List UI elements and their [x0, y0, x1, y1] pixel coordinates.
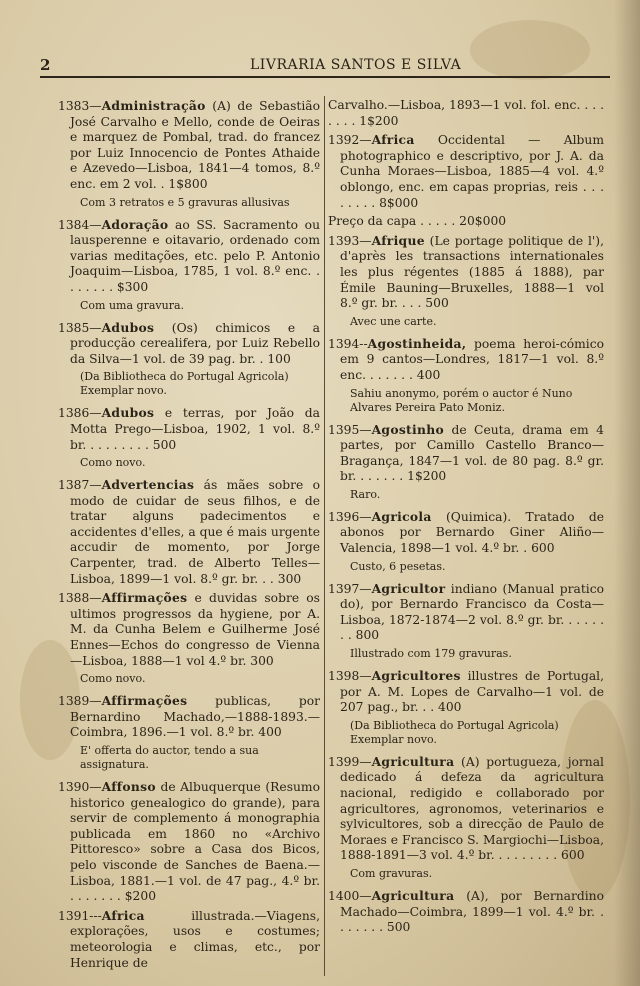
header-rule	[40, 76, 610, 78]
entry-number: 1383—	[58, 99, 102, 113]
catalog-entry-1394	[328, 336, 604, 384]
entry-number: 1395—	[328, 422, 372, 437]
entry-number: 1394--	[328, 336, 368, 351]
entry-text: publicas, por Bernardino Machado,—1888-1893.—Coimbra, 1896.—1 vol. 8.º br. 400	[70, 694, 320, 740]
entry-text: (Le portage politique de l'), d'après les transactions internationales les plus régentes (1885 á 1888), par Émile Bauning—Bruxelles, 1888—1 vol 8.º gr. br. . . . 500	[340, 233, 604, 311]
entry-headword: Africa	[101, 907, 145, 923]
entry-number: 1387—	[58, 478, 102, 493]
catalog-entry-1383	[58, 98, 320, 193]
entry-text: indiano (Manual pratico do), por Bernardo Francisco da Costa—Lisboa, 1872-1874—2 vol. 8.º gr. br. . . . . . . . 800	[340, 581, 604, 643]
catalog-entry-1396	[328, 509, 604, 557]
entry-note: Como novo.	[80, 456, 146, 470]
entry-headword: Agostinho	[371, 421, 444, 437]
entry-text: (A) de Sebastião José Carvalho e Mello, conde de Oeiras e marquez de Pombal, trad. do francez por Luiz Innocencio de Pontes Athaide e Azevedo—Lisboa, 1841—4 tomos, 8.º enc. em 2 vol. . 1$800	[70, 99, 320, 191]
entry-headword: Administração	[101, 98, 206, 113]
entry-text: (Quimica). Tratado de abonos por Bernardo Giner Aliño—Valencia, 1898—1 vol. 4.º br. . 600	[340, 509, 604, 556]
catalog-entry-1386	[58, 405, 320, 453]
entry-headword: Agricola	[371, 508, 432, 524]
catalog-entry-1385	[58, 320, 320, 368]
entry-note: Avec une carte.	[350, 314, 437, 328]
catalog-entry-1398	[328, 668, 604, 716]
entry-note: Como novo.	[80, 672, 146, 686]
entry-number: 1388—	[58, 591, 102, 606]
entry-headword: Agricultura	[371, 887, 455, 903]
entry-headword: Agricultura	[371, 753, 455, 769]
entry-headword: Affirmações	[101, 693, 188, 709]
entry-headword: Agricultores	[371, 668, 461, 684]
catalog-entry-1388	[58, 590, 320, 669]
entry-text: e duvidas sobre os ultimos progressos da hygiene, por A. M. da Cunha Belem e Guilherme José Ennes—Echos do congresso de Vienna—Lisboa, 1888—1 vol 4.º br. 300	[70, 591, 320, 668]
entry-number: 1400—	[328, 888, 372, 903]
page-header	[40, 56, 600, 76]
entry-number: 1390—	[58, 780, 102, 794]
entry-headword: Adoração	[101, 216, 169, 232]
catalog-entry-1389	[58, 693, 320, 741]
running-title: LIVRARIA SANTOS E SILVA	[250, 57, 462, 73]
catalog-entry-1384	[58, 217, 320, 296]
entry-text: (A) portugueza, jornal dedicado á defeza da agricultura nacional, redigido e collaborado por agricultores, agronomos, veterinarios e sylvicultores, sob a direcção de Paulo de Moraes e Francisco S. Margiochi—Lisboa, 1888-1891—3 vol. 4.º br. . . . . . . . . 600	[340, 754, 604, 863]
entry-text: ao SS. Sacramento ou lausperenne e oitavario, ordenado com varias meditações, etc. pelo P. Antonio Joaquim—Lisboa, 1785, 1 vol. 8.º enc. . . . . . . . $300	[70, 217, 320, 294]
catalog-entry-1399	[328, 754, 604, 864]
entry-number: 1396—	[328, 509, 372, 524]
entry-headword: Agostinheida,	[367, 335, 467, 351]
entry-number: 1398—	[328, 669, 372, 684]
entry-text: illustres de Portugal, por A. M. Lopes de Carvalho—1 vol. de 207 pag., br. . . 400	[340, 669, 604, 715]
entry-continuation: Carvalho.—Lisboa, 1893—1 vol. fol. enc. . . . . . . . 1$200	[328, 98, 604, 128]
entry-text: poema heroi-cómico em 9 cantos—Londres, 1817—1 vol. 8.º enc. . . . . . . 400	[340, 336, 604, 382]
entry-text: illustrada.—Viagens, explorações, usos e costumes; meteorologia e climas, etc., por Henrique de	[70, 908, 320, 970]
entry-text: e terras, por João da Motta Prego—Lisboa, 1902, 1 vol. 8.º br. . . . . . . . . 500	[70, 406, 320, 452]
entry-headword: Africa	[371, 132, 415, 148]
entry-headword: Affonso	[101, 779, 156, 794]
entry-headword: Adubos	[101, 319, 155, 335]
entry-headword: Agricultor	[371, 580, 446, 596]
entry-number: 1389—	[58, 694, 102, 709]
entry-headword: Adubos	[101, 405, 155, 421]
entry-headword: Advertencias	[101, 477, 195, 493]
catalog-entry-1395	[328, 422, 604, 485]
entry-number: 1397—	[328, 581, 372, 596]
entry-note: Sahiu anonymo, porém o auctor é Nuno Alvares Pereira Pato Moniz.	[350, 386, 573, 414]
entry-note: Custo, 6 pesetas.	[350, 559, 446, 573]
left-column	[58, 98, 320, 974]
entry-note: (Da Bibliotheca do Portugal Agricola) Exemplar novo.	[80, 370, 289, 398]
entry-price-line: Preço da capa . . . . . 20$000	[328, 214, 507, 229]
entry-number: 1393—	[328, 233, 372, 248]
catalog-entry-1390	[58, 779, 320, 905]
catalog-entry-1400	[328, 888, 604, 936]
entry-note: Com uma gravura.	[80, 298, 185, 312]
entry-headword: Afrique	[371, 232, 425, 248]
entry-number: 1399—	[328, 754, 372, 769]
entry-number: 1385—	[58, 320, 102, 335]
entry-number: 1391---	[58, 908, 102, 923]
page-edge-shadow	[614, 0, 640, 986]
entry-note: Illustrado com 179 gravuras.	[350, 647, 512, 661]
entry-number: 1384—	[58, 217, 102, 232]
catalog-entry-1392	[328, 132, 604, 211]
column-divider	[324, 96, 325, 976]
catalog-entry-1393	[328, 233, 604, 312]
entry-headword: Affirmações	[101, 590, 188, 606]
catalog-entry-1397	[328, 581, 604, 644]
right-column	[328, 98, 604, 939]
catalog-entry-1391	[58, 908, 320, 971]
entry-number: 1392—	[328, 133, 372, 148]
entry-text: (A), por Bernardino Machado—Coimbra, 1899—1 vol. 4.º br. . . . . . . . 500	[340, 888, 604, 935]
entry-text: de Ceuta, drama em 4 partes, por Camillo Castello Branco—Bragança, 1847—1 vol. de 80 pag. 8.º gr. br. . . . . . . 1$200	[340, 422, 604, 484]
entry-note: Com 3 retratos e 5 gravuras allusivas	[80, 195, 290, 209]
catalog-entry-1387	[58, 477, 320, 587]
entry-text: Occidental — Album photographico e descriptivo, por J. A. da Cunha Moraes—Lisboa, 1885—4 vol. 4.º oblongo, enc. em capas proprias, reis . . . . . . . . 8$000	[340, 133, 604, 210]
entry-note: Com gravuras.	[350, 866, 433, 880]
entry-note: (Da Bibliotheca do Portugal Agricola) Exemplar novo.	[350, 718, 559, 746]
entry-text: ás mães sobre o modo de cuidar de seus filhos, e de tratar alguns padecimentos e accidentes d'elles, a que é mais urgente accudir de momento, por Jorge Carpenter, trad. de Alberto Telles—Lisboa, 1899—1 vol. 8.º gr. br. . . 300	[70, 478, 320, 586]
entry-number: 1386—	[58, 406, 102, 421]
entry-note: E' offerta do auctor, tendo a sua assignatura.	[80, 744, 259, 771]
entry-text: (Os) chimicos e a producção cerealifera, por Luiz Rebello da Silva—1 vol. de 39 pag. br. . 100	[70, 320, 320, 366]
entry-note: Raro.	[350, 487, 381, 501]
page-number: 2	[40, 56, 51, 74]
entry-text: de Albuquerque (Resumo historico genealogico do grande), para servir de complemento á monographia publicada em 1860 no «Archivo Pittoresco» sobre a Casa dos Bicos, pelo visconde de Sanches de Baena.—Lisboa, 1881.—1 vol. de 47 pag., 4.º br. . . . . . . . $200	[70, 780, 320, 904]
